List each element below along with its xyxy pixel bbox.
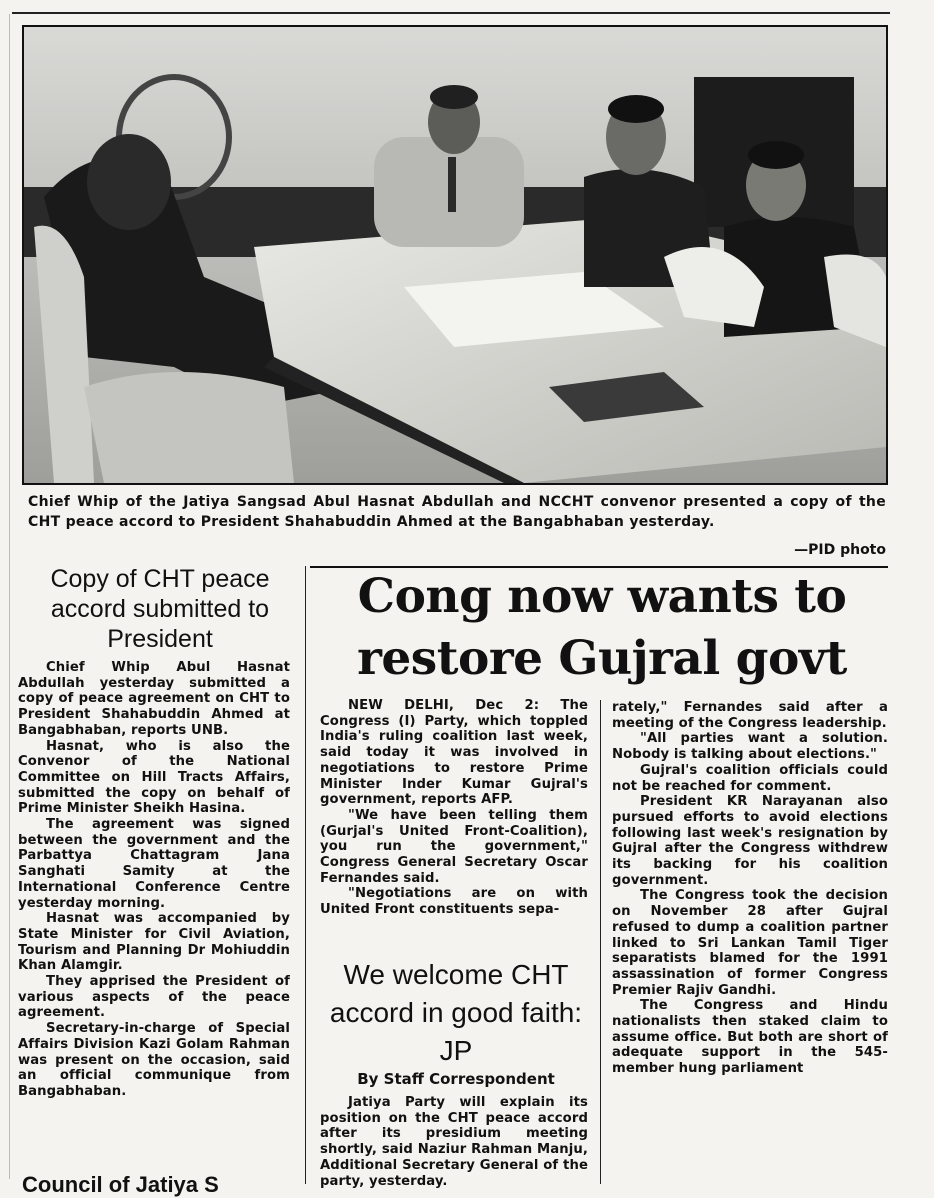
paragraph: rately," Fernandes said after a meeting of the Congress leadership. (612, 700, 888, 731)
paragraph: Secretary-in-charge of Special Affairs Division Kazi Golam Rahman was present on the occasion, said an official communique from Bangabhaban. (18, 1021, 290, 1099)
main-article-column-2 (612, 700, 888, 1077)
paragraph: The Congress and Hindu nationalists then staked claim to assume office. But both are short of adequate support in the 545-member hung parliament (612, 998, 888, 1077)
paragraph: Hasnat was accompanied by State Minister for Civil Aviation, Tourism and Planning Dr Mohiuddin Khan Alamgir. (18, 911, 290, 974)
left-article-headline: Copy of CHT peace accord submitted to President (50, 565, 270, 653)
photo-caption: Chief Whip of the Jatiya Sangsad Abul Hasnat Abdullah and NCCHT convenor presented a copy of the CHT peace accord to President Shahabuddin Ahmed at the Bangabhaban yesterday. (28, 494, 886, 530)
paragraph: Gujral's coalition officials could not be reached for comment. (612, 762, 888, 794)
photo-credit: —PID photo (794, 542, 886, 558)
paragraph: "We have been telling them (Gurjal's United Front-Coalition), you run the government," Congress General Secretary Oscar Fernandes said. (320, 807, 588, 886)
paragraph: Hasnat, who is also the Convenor of the National Committee on Hill Tracts Affairs, submitted the copy on behalf of Prime Minister Sheikh Hasina. (18, 738, 290, 817)
paragraph: The agreement was signed between the government and the Parbattya Chattagram Jana Sanghati Samity at the International Conference Centre yesterday morning. (18, 817, 290, 911)
headline-line: restore Gujral govt (357, 631, 847, 686)
headline-line: Cong now wants to (357, 569, 847, 624)
paragraph: Jatiya Party will explain its position on the CHT peace accord after its presidium meeting shortly, said Naziur Rahman Manju, Additional Secretary General of the party, yesterday. (320, 1095, 588, 1189)
paragraph: "All parties want a solution. Nobody is talking about elections." (612, 731, 888, 763)
jp-article-headline: We welcome CHT accord in good faith: JP (329, 959, 583, 1066)
paragraph: They apprised the President of various aspects of the peace agreement. (18, 974, 290, 1021)
next-article-headline-fragment: Council of Jatiya S (22, 1172, 219, 1197)
paragraph: "Negotiations are on with United Front constituents sepa- (320, 886, 588, 918)
jp-article-byline: By Staff Correspondent (357, 1070, 555, 1088)
paragraph: NEW DELHI, Dec 2: The Congress (I) Party, which toppled India's ruling coalition last week, said today it was involved in negotiations to restore Prime Minister Inder Kumar Gujral's government, reports AFP. (320, 698, 588, 808)
paragraph: Chief Whip Abul Hasnat Abdullah yesterday submitted a copy of peace agreement on CHT to President Shahabuddin Ahmed at Bangabhaban, reports UNB. (18, 660, 290, 738)
paragraph: The Congress took the decision on November 28 after Gujral refused to dump a coalition partner linked to Sri Lankan Tamil Tiger separatists blamed for the 1991 assassination of former Congress Premier Rajiv Gandhi. (612, 888, 888, 998)
paragraph: President KR Narayanan also pursued efforts to avoid elections following last week's resignation by Gujral after the Congress withdrew its backing for his coalition government. (612, 794, 888, 888)
jp-article-body (320, 1095, 588, 1189)
